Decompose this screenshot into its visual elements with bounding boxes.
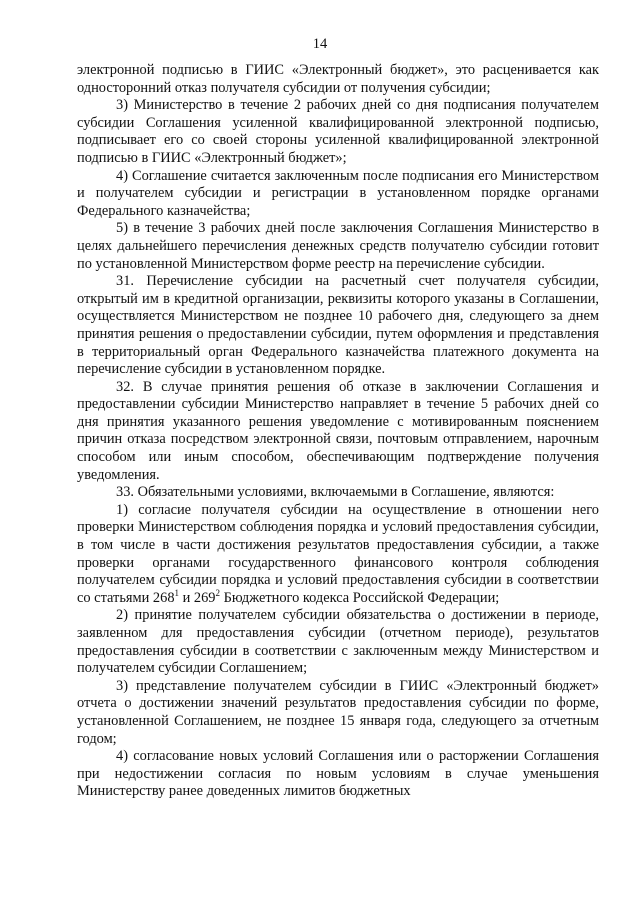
condition-1-text-end: Бюджетного кодекса Российской Федерации; <box>220 589 500 606</box>
condition-3-report-submission: 3) представление получателем субсидии в ГИИС «Электронный бюджет» отчета о достижении значений результатов предоставления субсидии по форме, установленной Соглашением, не позднее 15 января года, следующего за отчетным годом; <box>77 677 599 747</box>
list-item-3-ministry-signs: 3) Министерство в течение 2 рабочих дней со дня подписания получателем субсидии Соглашения усиленной квалифицированной электронной подписью, подписывает его со своей стороны усиленной квалифицированной электронной подписью в ГИИС «Электронный бюджет»; <box>77 97 599 166</box>
document-body <box>77 62 599 801</box>
condition-1-text-middle: и 269 <box>179 589 216 606</box>
condition-4-new-terms: 4) согласование новых условий Соглашения или о расторжении Соглашения при недостижении согласия по новым условиям в случае уменьшения Министерству ранее доведенных лимитов бюджетных <box>77 748 599 800</box>
paragraph-continuation: электронной подписью в ГИИС «Электронный бюджет», это расценивается как односторонний отказ получателя субсидии от получения субсидии; <box>77 62 599 96</box>
clause-32-refusal: 32. В случае принятия решения об отказе в заключении Соглашения и предоставлении субсидии Министерство направляет в течение 5 рабочих дней со дня принятия указанного решения уведомление с мотивированным пояснением причин отказа посредством электронной связи, почтовым отправлением, нарочным способом или иным способом, обеспечивающим подтверждение получения уведомления. <box>77 378 599 483</box>
clause-33-mandatory-conditions: 33. Обязательными условиями, включаемыми в Соглашение, являются: <box>116 484 555 501</box>
condition-1-text-start: 1) согласие получателя субсидии на осуществление в отношении него проверки Министерством соблюдения порядка и условий предоставления субсидии, в том числе в части достижения результатов предоставления субсидии, а также проверки органами государственного финансового контроля соблюдения получателем субсидии порядка и условий предоставления субсидии в соответствии со статьями 268 <box>77 501 599 606</box>
article-268-superscript: 1 <box>174 588 180 599</box>
list-item-4-agreement-concluded: 4) Соглашение считается заключенным после подписания его Министерством и получателем субсидии и регистрации в установленном порядке органами Федерального казначейства; <box>77 167 599 219</box>
condition-2-results-obligation: 2) принятие получателем субсидии обязательства о достижении в периоде, заявленном для предоставления субсидии (отчетном периоде), результатов предоставления субсидии в соответствии с заключенным между Министерством и получателем субсидии Соглашением; <box>77 607 599 677</box>
list-item-5-payment-registry: 5) в течение 3 рабочих дней после заключения Соглашения Министерство в целях дальнейшего перечисления денежных средств получателю субсидии готовит по установленной Министерством форме реестр на перечисление субсидии. <box>77 220 599 272</box>
condition-1-consent-to-audit <box>77 502 599 608</box>
article-269-superscript: 2 <box>215 588 220 599</box>
page-number: 14 <box>312 36 328 52</box>
clause-31-transfer: 31. Перечисление субсидии на расчетный счет получателя субсидии, открытый им в кредитной организации, реквизиты которого указаны в Соглашении, осуществляется Министерством не позднее 10 рабочего дня, следующего за днем принятия решения о предоставлении субсидии, путем оформления и представления в территориальный орган Федерального казначейства платежного документа на перечисление субсидии в установленном порядке. <box>77 273 599 378</box>
